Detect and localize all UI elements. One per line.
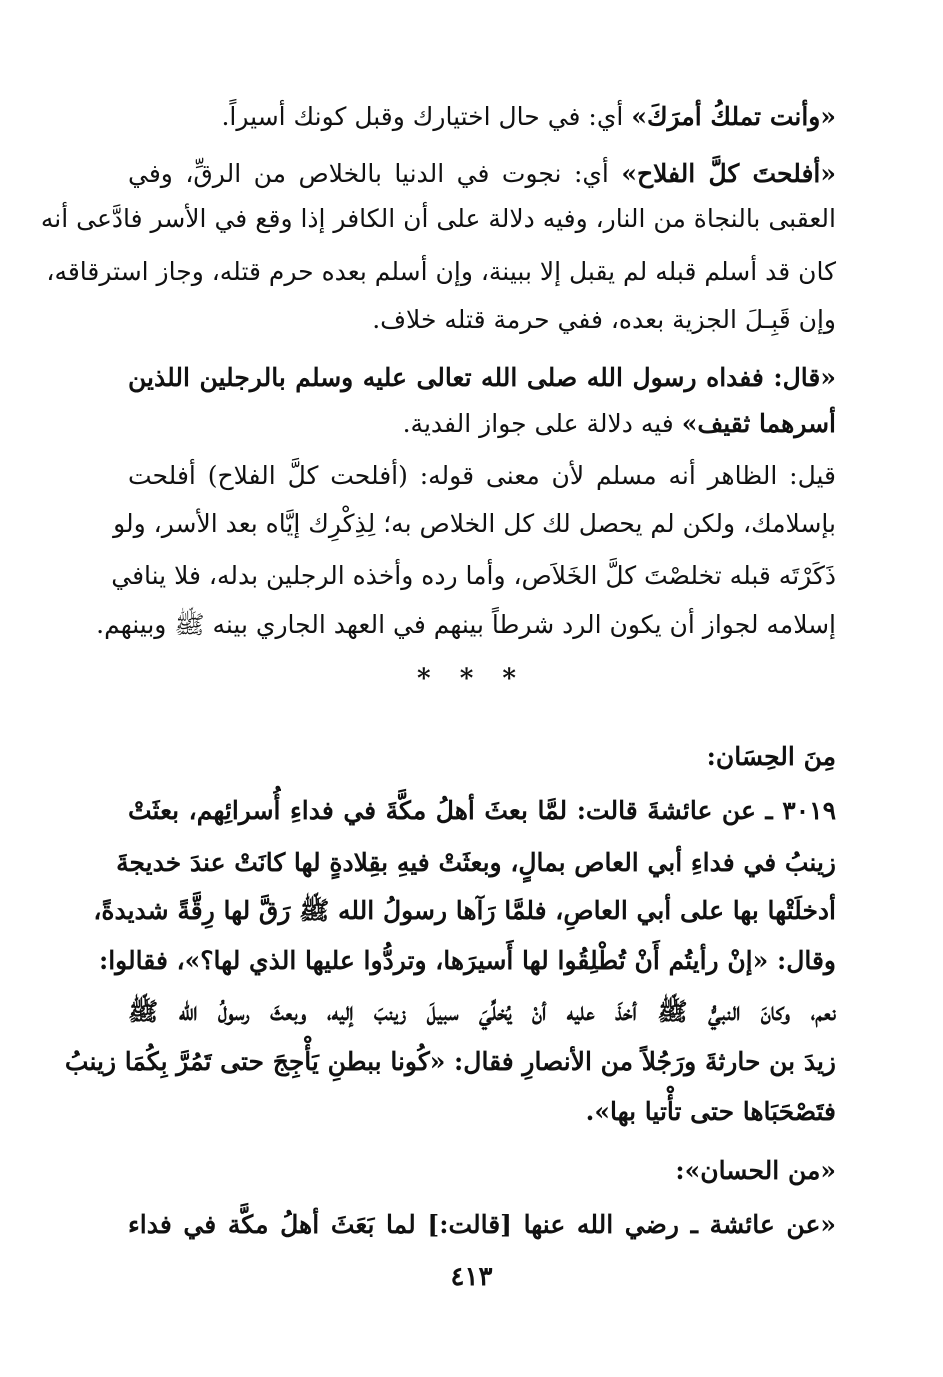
hadith-line: أدخلَتْها بها على أبي العاصِ، فلمَّا رَآها رسولُ الله ﷺ رَقَّ لها رِقَّةً شديدةً، [93,896,836,925]
text-line [128,154,836,194]
text-line: إسلامه لجواز أن يكون الرد شرطاً بينهم في العهد الجاري بينه ﷺ وبينهم. [96,610,836,639]
hadith-line: زينبُ في فداءِ أبي العاص بمالٍ، وبعثَتْ فيهِ بقِلادةٍ لها كانَتْ عندَ خديجةَ [116,848,836,877]
commentary-heading: «من الحسان»: [675,1156,836,1185]
text-run: أي: نجوت في الدنيا بالخلاص من الرقِّ، وفي [128,159,622,188]
text-line [128,97,836,137]
hadith-line: وقال: «إنْ رأيتُم أَنْ تُطْلِقُوا لها أَسيرَها، وتردُّوا عليها الذي لها؟»، فقالوا: [98,946,836,975]
text-line: «عن عائشة ـ رضي الله عنها [قالت:] لما بَعَثَ أهلُ مكَّة في فداء [128,1210,836,1239]
bold-phrase: أسرهما ثقيف» [681,409,836,438]
section-separator: * * * [417,664,526,694]
section-heading: مِنَ الحِسَان: [706,742,836,771]
bold-phrase: «وأنت تملكُ أمرَكَ» [631,102,836,131]
text-line: قيل: الظاهر أنه مسلم لأن معنى قوله: (أفلحت كلَّ الفلاح) أفلحت [128,461,836,490]
text-line: بإسلامك، ولكن لم يحصل لك كل الخلاص به؛ لِذِكْرِك إيَّاه بعد الأسر، ولو [113,509,836,538]
text-line [128,404,836,444]
text-line: كان قد أسلم قبله لم يقبل إلا ببينة، وإن أسلم بعده حرم قتله، وجاز استرقاقه، [46,257,836,286]
page-number: ٤١٣ [450,1262,493,1292]
bold-phrase: «أفلحتَ كلَّ الفلاح» [621,159,836,188]
text-line: «قال: ففداه رسول الله صلى الله تعالى عليه وسلم بالرجلين اللذين [128,363,836,392]
hadith-line: نعم، وكانَ النبيُّ ﷺ أخذَ عليه أنْ يُخلِّيَ سبيلَ زينبَ إليه، وبعثَ رسولُ الله ﷺ [128,997,836,1026]
text-run: فيه دلالة على جواز الفدية. [402,409,682,438]
hadith-line: فتَصْحَبَاها حتى تأْتيا بها». [585,1097,836,1126]
text-line: وإن قَبِـلَ الجزية بعده، ففي حرمة قتله خلاف. [372,305,836,334]
text-run: أي: في حال اختيارك وقبل كونك أسيراً. [221,102,632,131]
text-line: ذَكَرْتَه قبله تخلصْتَ كلَّ الخَلاَص، وأما رده وأخذه الرجلين بدله، فلا ينافي [111,561,836,590]
hadith-line: زيدَ بن حارثةَ ورَجُلاً من الأنصارِ فقال: «كُونا ببطنِ يَأْجِجَ حتى تَمُرَّ بِكُمَا زينبُ [64,1047,836,1076]
text-line: العقبى بالنجاة من النار، وفيه دلالة على أن الكافر إذا وقع في الأسر فادَّعى أنه [40,204,836,233]
hadith-line: ٣٠١٩ ـ عن عائشةَ قالت: لمَّا بعثَ أهلُ مكَّةَ في فداءِ أُسرائِهم، بعثَتْ [128,796,836,825]
